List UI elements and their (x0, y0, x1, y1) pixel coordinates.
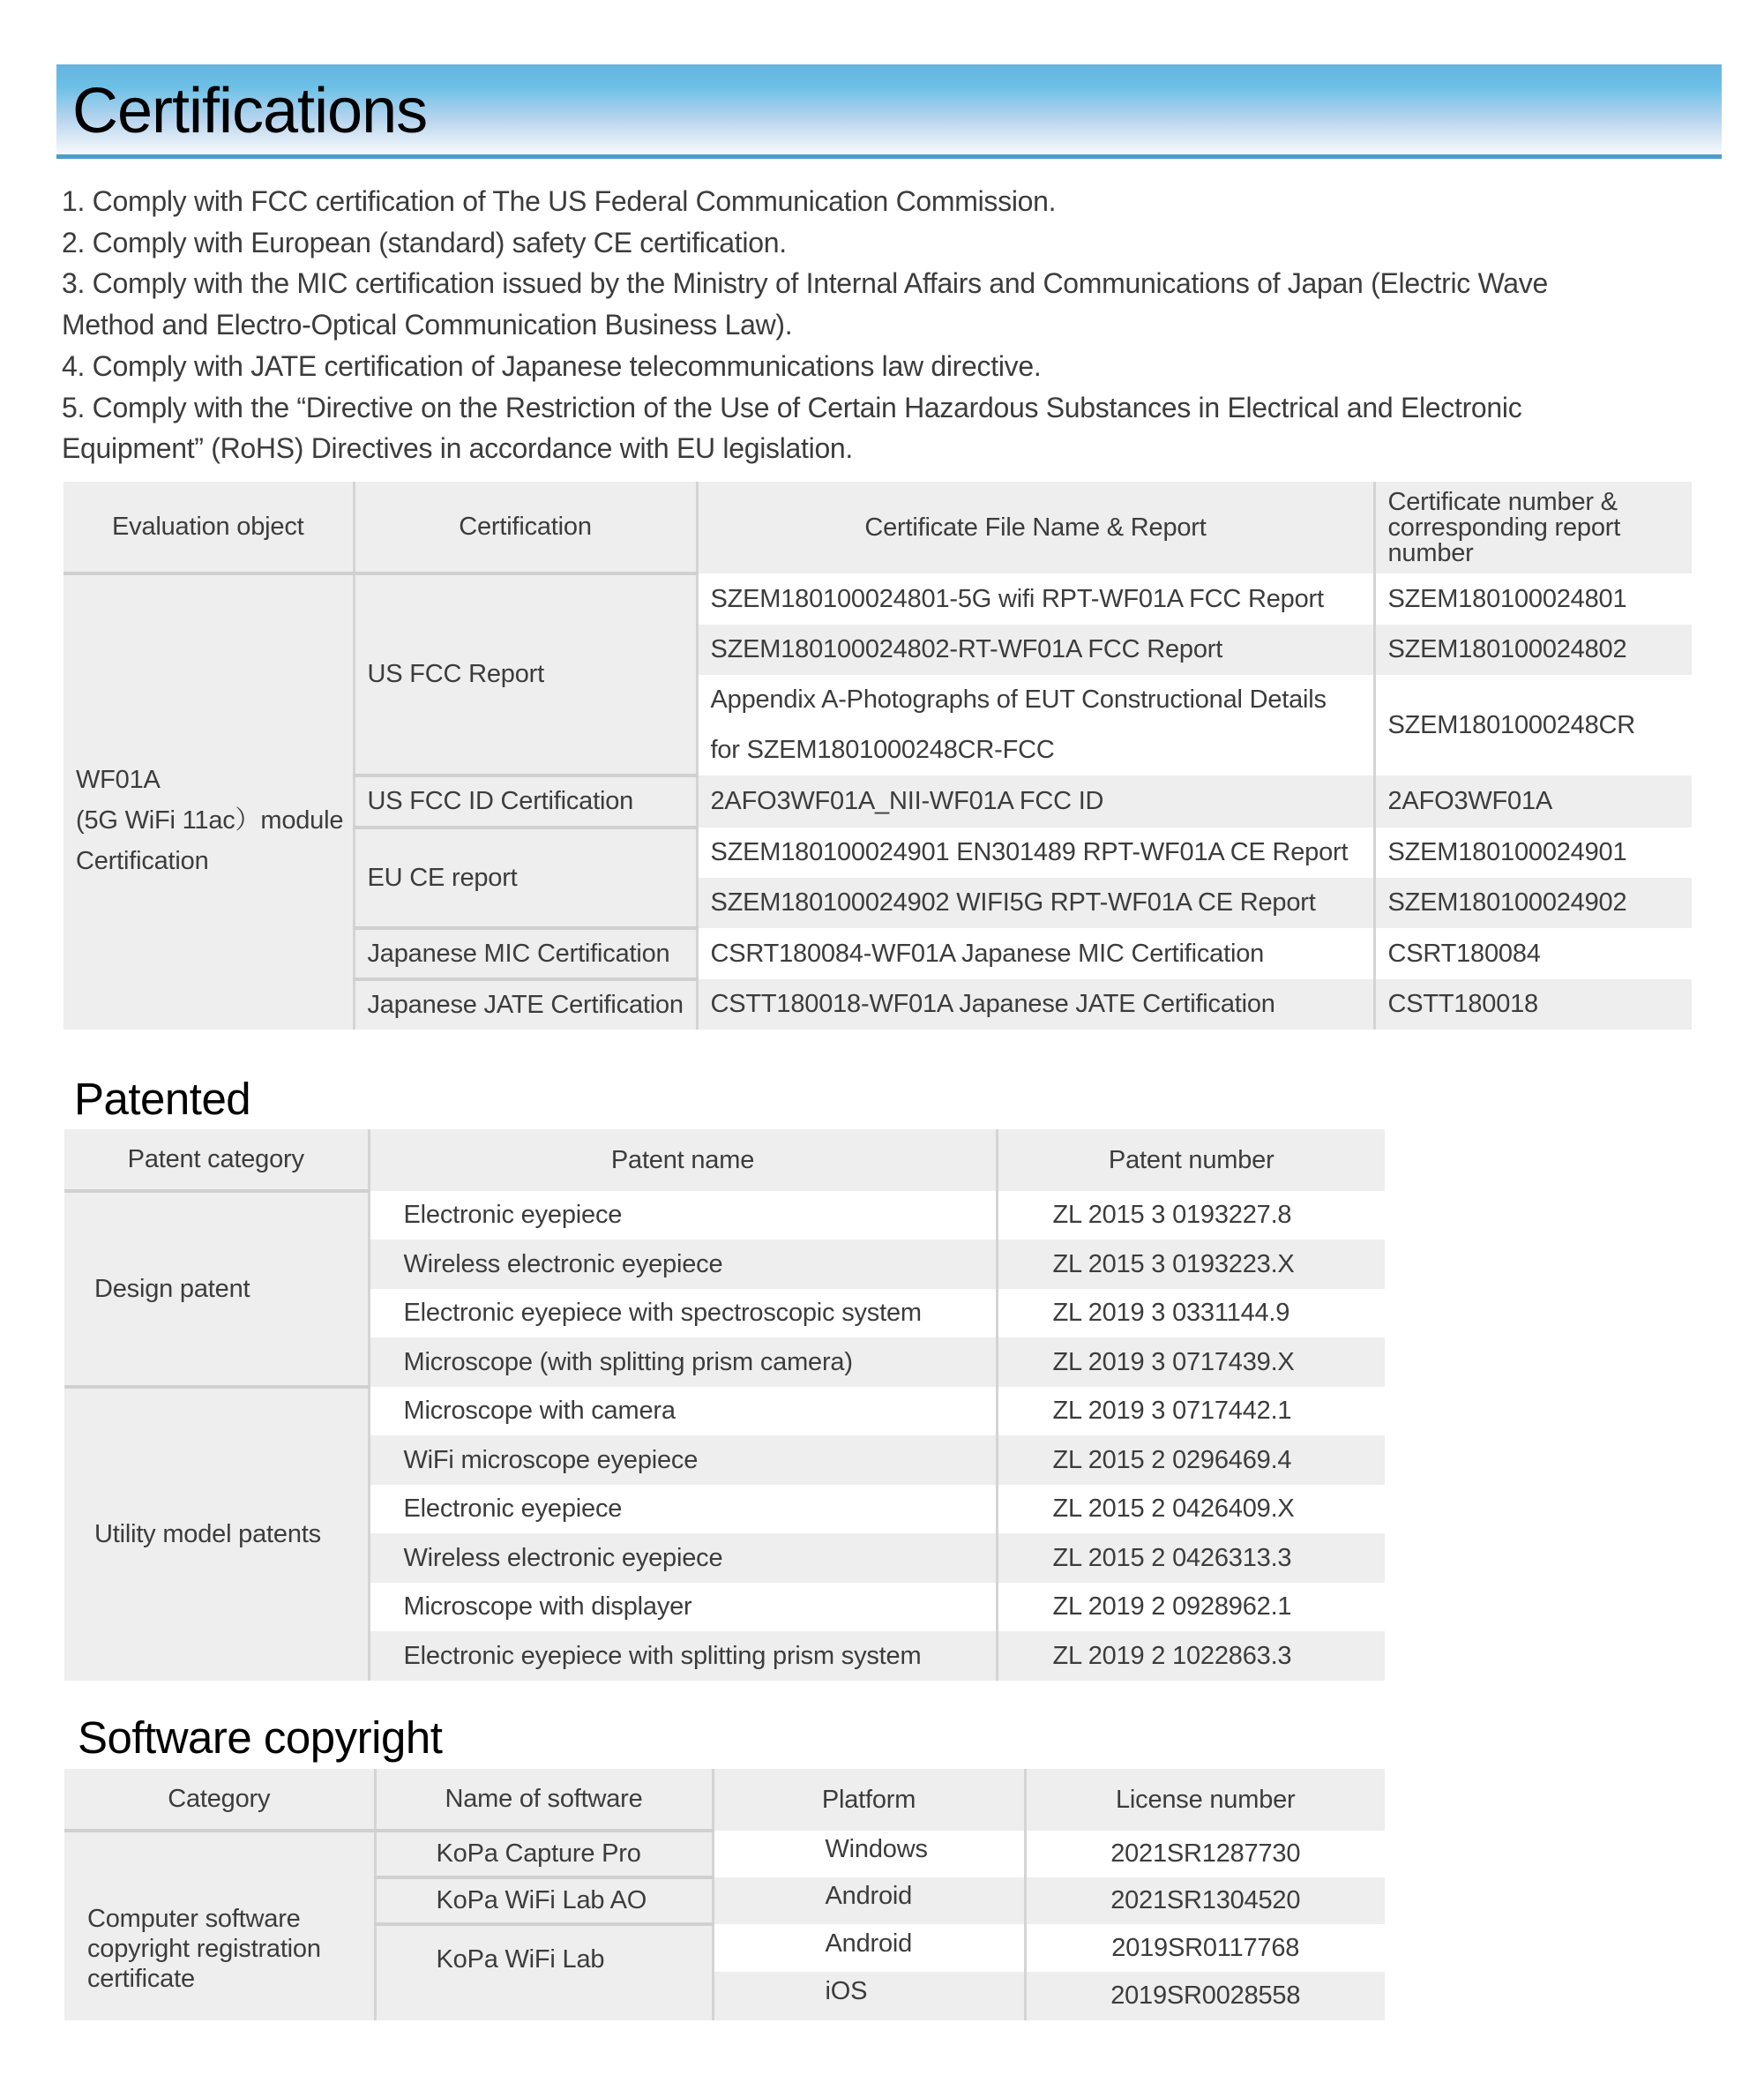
license-cell: 2021SR1287730 (1025, 1831, 1385, 1877)
software-name-cell: KoPa Capture Pro (375, 1831, 713, 1877)
file-name-cell: SZEM180100024902 WIFI5G RPT-WF01A CE Report (697, 878, 1374, 928)
patent-category-cell: Utility model patents (64, 1387, 369, 1681)
file-name-cell: 2AFO3WF01A_NII-WF01A FCC ID (697, 775, 1374, 828)
evaluation-object-cell (64, 573, 354, 1030)
cert-number-cell: SZEM1801000248CR (1374, 675, 1692, 775)
evaluation-object-model: WF01A (76, 765, 161, 794)
patent-name-cell: Electronic eyepiece with splitting prism system (369, 1631, 997, 1681)
software-name-cell: KoPa WiFi Lab (375, 1924, 713, 2020)
certification-cell: Japanese MIC Certification (354, 928, 697, 979)
header-cert-number: Certificate number & corresponding report number (1374, 482, 1692, 573)
file-name-cell: SZEM180100024802-RT-WF01A FCC Report (697, 625, 1374, 675)
patent-number-cell: ZL 2015 3 0193227.8 (997, 1191, 1385, 1240)
patent-name-cell: WiFi microscope eyepiece (369, 1435, 997, 1485)
patent-number-cell: ZL 2015 2 0426313.3 (997, 1533, 1385, 1583)
compliance-item: 4. Comply with JATE certification of Japanese telecommunications law directive. (62, 349, 1042, 382)
patent-number-cell: ZL 2019 2 0928962.1 (997, 1583, 1385, 1631)
cert-number-cell: SZEM180100024802 (1374, 625, 1692, 675)
header-certification: Certification (354, 482, 697, 573)
header-patent-number: Patent number (997, 1129, 1385, 1191)
header-file-name: Certificate File Name & Report (697, 482, 1374, 573)
cert-number-cell: CSRT180084 (1374, 928, 1692, 979)
compliance-item: 1. Comply with FCC certification of The US Federal Communication Commission. (62, 185, 1057, 217)
patent-number-cell: ZL 2019 2 1022863.3 (997, 1631, 1385, 1681)
header-software-name: Name of software (375, 1769, 713, 1831)
certifications-banner (56, 64, 1722, 154)
license-cell: 2021SR1304520 (1025, 1877, 1385, 1924)
certification-table (64, 482, 1692, 1030)
patent-name-cell: Electronic eyepiece (369, 1191, 997, 1240)
patent-name-cell: Microscope with displayer (369, 1583, 997, 1631)
header-patent-name: Patent name (369, 1129, 997, 1191)
patent-number-cell: ZL 2015 3 0193223.X (997, 1240, 1385, 1289)
patent-number-cell: ZL 2019 3 0717439.X (997, 1337, 1385, 1387)
compliance-item: 5. Comply with the “Directive on the Restriction of the Use of Certain Hazardous Substances in Electrical and Electronic Equipment” (RoHS) Directives in accordance with EU legislation. (62, 391, 1522, 465)
compliance-item: 2. Comply with European (standard) safety CE certification. (62, 226, 787, 258)
compliance-item: 3. Comply with the MIC certification issued by the Ministry of Internal Affairs and Communications of Japan (Electric Wave Method and Electro-Optical Communication Business Law). (62, 267, 1548, 341)
patent-name-cell: Electronic eyepiece (369, 1485, 997, 1533)
certification-cell: Japanese JATE Certification (354, 979, 697, 1030)
platform-cell: Android (713, 1924, 1025, 1972)
header-patent-category: Patent category (64, 1129, 369, 1191)
patent-category-cell: Design patent (64, 1191, 369, 1387)
software-table (64, 1769, 1385, 2020)
evaluation-object-type: Certification (76, 846, 209, 875)
page-title: Certifications (72, 76, 428, 146)
software-category-cell (64, 1831, 375, 2020)
certification-cell: EU CE report (354, 828, 697, 928)
patent-number-cell: ZL 2015 2 0296469.4 (997, 1435, 1385, 1485)
file-name-line: Appendix A-Photographs of EUT Constructional Details (710, 685, 1327, 714)
cert-number-cell: SZEM180100024902 (1374, 878, 1692, 928)
certification-cell: US FCC Report (354, 573, 697, 775)
platform-cell: Android (713, 1877, 1025, 1924)
license-cell: 2019SR0117768 (1025, 1924, 1385, 1972)
patent-number-cell: ZL 2019 3 0331144.9 (997, 1289, 1385, 1337)
patent-table (64, 1129, 1385, 1681)
cert-number-cell: SZEM180100024901 (1374, 828, 1692, 878)
software-name-cell: KoPa WiFi Lab AO (375, 1877, 713, 1924)
license-cell: 2019SR0028558 (1025, 1972, 1385, 2020)
patent-name-cell: Wireless electronic eyepiece (369, 1533, 997, 1583)
patent-name-cell: Wireless electronic eyepiece (369, 1240, 997, 1289)
category-line: copyright registration (87, 1934, 321, 1963)
cert-number-cell: 2AFO3WF01A (1374, 775, 1692, 828)
file-name-cell: CSTT180018-WF01A Japanese JATE Certification (697, 979, 1374, 1030)
compliance-list (62, 181, 1720, 469)
patent-name-cell: Microscope with camera (369, 1387, 997, 1435)
file-name-cell (697, 675, 1374, 775)
header-platform: Platform (713, 1769, 1025, 1831)
file-name-cell: SZEM180100024801-5G wifi RPT-WF01A FCC Report (697, 573, 1374, 625)
file-name-line: for SZEM1801000248CR-FCC (710, 736, 1055, 764)
cert-number-cell: SZEM180100024801 (1374, 573, 1692, 625)
category-line: Computer software (87, 1904, 301, 1933)
header-evaluation-object: Evaluation object (64, 482, 354, 573)
patent-name-cell: Electronic eyepiece with spectroscopic system (369, 1289, 997, 1337)
software-copyright-title: Software copyright (78, 1712, 443, 1763)
file-name-cell: SZEM180100024901 EN301489 RPT-WF01A CE Report (697, 828, 1374, 878)
cert-number-cell: CSTT180018 (1374, 979, 1692, 1030)
evaluation-object-desc: (5G WiFi 11ac）module (76, 805, 344, 835)
file-name-cell: CSRT180084-WF01A Japanese MIC Certification (697, 928, 1374, 979)
patent-name-cell: Microscope (with splitting prism camera) (369, 1337, 997, 1387)
category-line: certificate (87, 1964, 195, 1993)
header-category: Category (64, 1769, 375, 1831)
header-license-number: License number (1025, 1769, 1385, 1831)
patent-number-cell: ZL 2019 3 0717442.1 (997, 1387, 1385, 1435)
banner-divider (56, 154, 1722, 159)
patent-number-cell: ZL 2015 2 0426409.X (997, 1485, 1385, 1533)
certification-cell: US FCC ID Certification (354, 775, 697, 828)
platform-cell: Windows (713, 1831, 1025, 1877)
platform-cell: iOS (713, 1972, 1025, 2020)
patented-title: Patented (74, 1074, 251, 1124)
